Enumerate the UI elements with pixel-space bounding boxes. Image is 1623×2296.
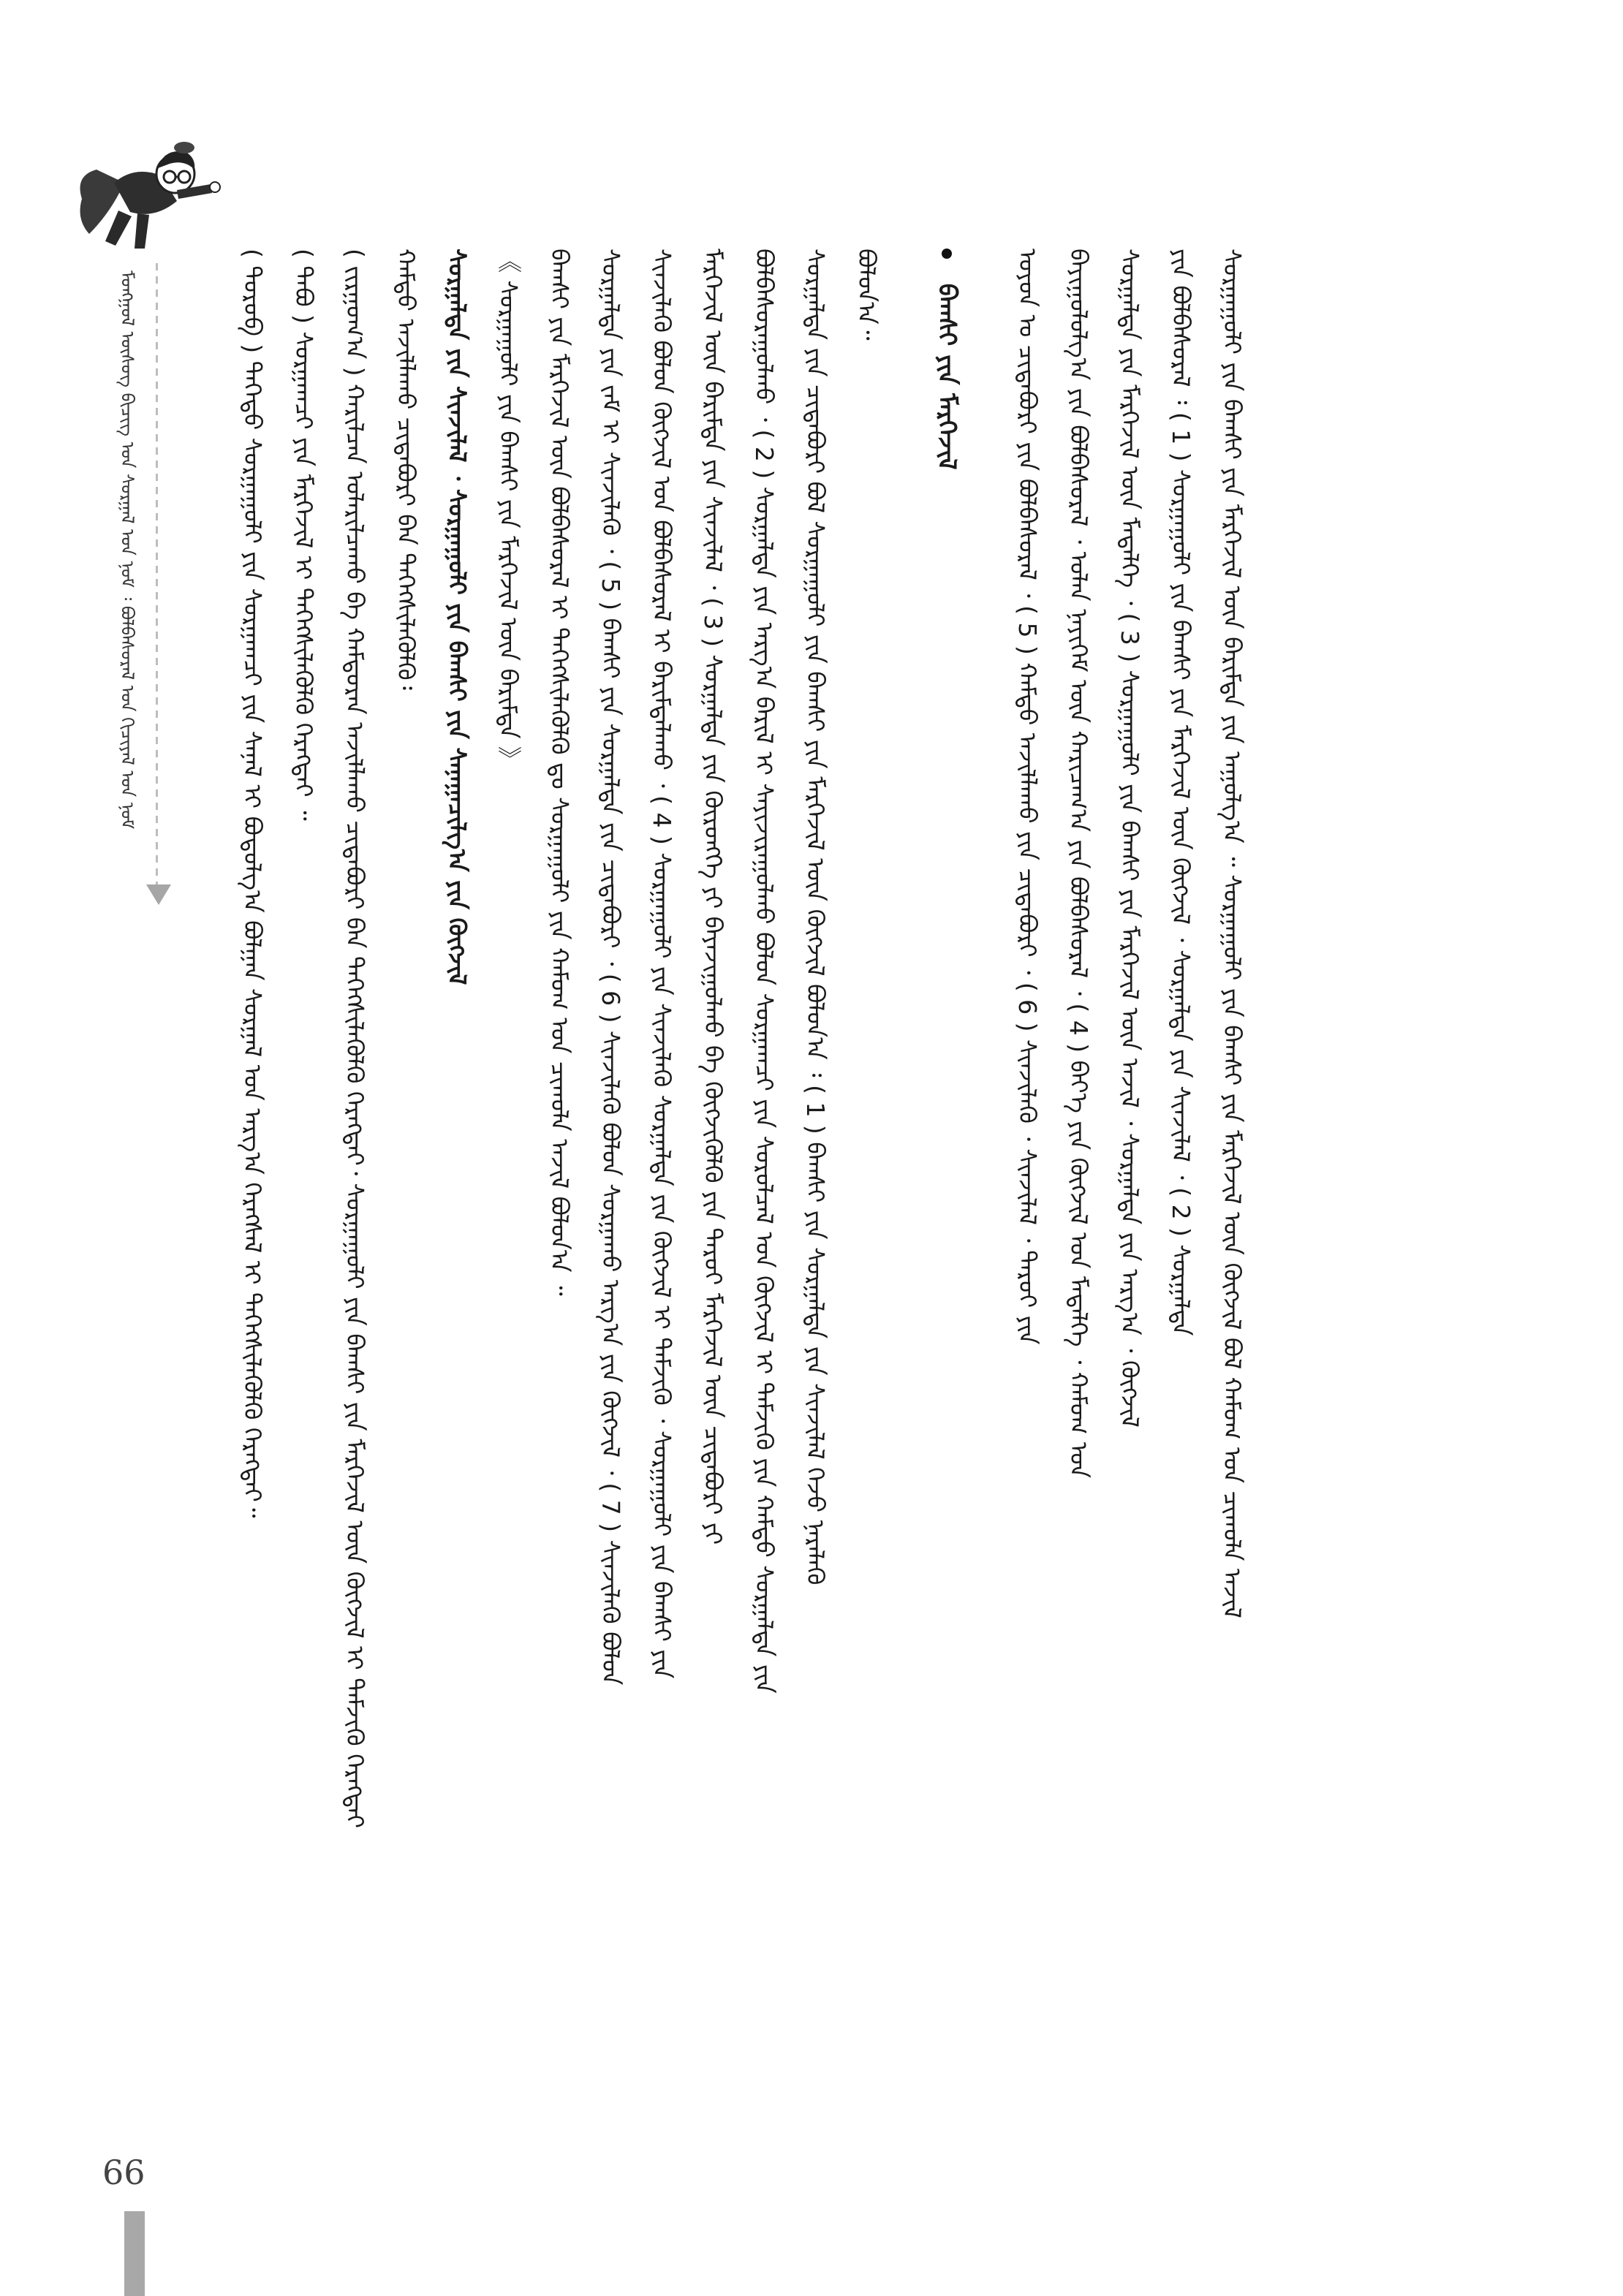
text-column-10: ᠮᠡᠷᠭᠡᠵᠢᠯ ᠦᠨ ᠪᠠᠷᠢᠮᠲᠠ ᠶᠢᠨ ᠰᠢᠨᠵᠢᠯᠡᠯ ᠂ ( 3 ) ᠰᠤᠷᠭᠠᠯᠲᠠ ᠶᠢᠨ ᠬᠥᠷᠥᠩᠭᠡ ᠶᠢ ᠪᠠᠶᠠᠵᠢᠭᠤᠯᠬᠤ ᠪᠠ ᠬᠥᠭᠵᠢᠭᠦᠯᠬᠦ ᠶᠢᠨ ᠳᠠᠷᠤᠢ ᠮᠡᠷᠭᠡᠵᠢᠯ ᠦᠨ ᠴᠢᠳᠠᠪᠤᠷᠢ ᠶᠢ [699, 249, 727, 1545]
page-number: 66 [102, 2153, 145, 2192]
section-heading-text: ᠪᠠᠭᠰᠢ ᠶᠢᠨ ᠮᠡᠷᠭᠡᠵᠢᠯ [932, 283, 961, 470]
page-edge-tab [124, 2211, 145, 2296]
text-column-4: ᠬᠠᠮᠲᠤ ᠠᠵᠢᠯᠯᠠᠬᠤ ᠴᠢᠳᠠᠪᠤᠷᠢ ᠪᠠᠨ ᠳᠡᠭᠡᠭᠰᠢᠯᠡᠭᠦᠯᠬᠦ᠄ [392, 249, 420, 690]
header-arrow-icon [146, 884, 171, 905]
text-column-13: ᠪᠣᠯᠤᠨ᠎ᠠ᠃ [852, 249, 881, 341]
bullet-icon [942, 249, 952, 259]
running-header [110, 270, 145, 921]
text-column-17: ᠶᠢᠨ ᠪᠣᠯᠪᠠᠰᠤᠷᠠᠯ ᠄ ( 1 ) ᠰᠤᠷᠭᠠᠭᠤᠯᠢ ᠶᠢᠨ ᠪᠠᠭᠰᠢ ᠶᠢᠨ ᠮᠡᠷᠭᠡᠵᠢᠯ ᠦᠨ ᠬᠥᠭᠵᠢᠯ ᠂ ᠰᠤᠷᠭᠠᠯᠲᠠ ᠶᠢᠨ ᠰᠢᠨᠵᠢᠯᠡᠯ ᠂ ( 2 ) ᠰᠤᠷᠭᠠᠯᠲᠠ [1167, 249, 1195, 1336]
section-heading [925, 249, 969, 470]
text-column-11: ᠪᠣᠯᠪᠠᠰᠤᠷᠠᠭᠤᠯᠬᠤ ᠂ ( 2 ) ᠰᠤᠷᠭᠠᠯᠲᠠ ᠶᠢᠨ ᠠᠷᠭ᠎ᠠ ᠪᠠᠷᠢᠯ ᠢ ᠰᠠᠶᠢᠵᠢᠷᠠᠭᠤᠯᠬᠤ ᠪᠣᠯᠤᠨ ᠰᠤᠷᠭᠠᠭᠴᠢ ᠶᠢᠨ ᠰᠤᠷᠤᠯᠴᠠᠯ ᠤᠨ ᠬᠥᠭᠵᠢᠯ ᠢ ᠳᠡᠮᠵᠢᠬᠦ ᠶᠢᠨ ᠬᠠᠮᠲᠤ ᠰᠤᠷᠭᠠᠯᠲᠠ ᠶᠢᠨ [750, 249, 779, 1694]
text-column-15: ᠪᠠᠶᠢᠭᠤᠯᠤᠯᠭ᠎ᠠ ᠶᠢᠨ ᠪᠣᠯᠪᠠᠰᠤᠷᠠᠯ ᠂ ᠣᠯᠠᠨ ᠨᠡᠶᠢᠭᠡᠮ ᠦᠨ ᠬᠠᠷᠢᠴᠠᠭ᠎ᠠ ᠶᠢᠨ ᠪᠣᠯᠪᠠᠰᠤᠷᠠᠯ ᠂ ( 4 ) ᠪᠡᠶ᠎ᠡ ᠶᠢᠨ ᠬᠥᠭᠵᠢᠯ ᠤᠨ ᠮᠡᠳᠡᠯᠭᠡ ᠂ ᠬᠠᠮᠤᠭ ᠤᠨ [1064, 249, 1093, 1479]
text-column-14: ᠣᠶᠤᠨ ᠤ ᠴᠢᠳᠠᠪᠤᠷᠢ ᠶᠢᠨ ᠪᠣᠯᠪᠠᠰᠤᠷᠠᠯ ᠂ ( 5 ) ᠬᠠᠮᠲᠤ ᠠᠵᠢᠯᠯᠠᠬᠤ ᠶᠢᠨ ᠴᠢᠳᠠᠪᠤᠷᠢ ᠂ ( 6 ) ᠰᠢᠨᠵᠢᠯᠡᠬᠦ ᠂ ᠰᠢᠨᠵᠢᠯᠡᠯ ᠂ ᠳᠠᠷᠤᠢ ᠶᠢᠨ [1013, 249, 1042, 1345]
text-column-1: ᠎( ᠳᠤᠷᠤᠪ ) ᠳᠡᠭᠡᠳᠦ ᠰᠤᠷᠭᠠᠭᠤᠯᠢ ᠶᠢᠨ ᠰᠤᠷᠭᠠᠭᠴᠢ ᠶᠢᠨ ᠰᠠᠨᠠᠯ ᠢ ᠪᠣᠳᠣᠯᠭ᠎ᠠ ᠪᠣᠯᠭᠠᠨ ᠰᠤᠷᠭᠠᠯ ᠤᠨ ᠠᠷᠭ᠎ᠠ ᠬᠡᠷᠡᠭᠰᠡᠯ ᠢ ᠳᠡᠭᠡᠭᠰᠢᠯᠡᠭᠦᠯᠬᠦ ᠬᠡᠷᠡᠭᠲᠡᠢ᠃ [238, 249, 267, 1518]
text-column-9: ᠰᠢᠨᠵᠢᠯᠡᠬᠦ ᠪᠣᠯᠤᠨ ᠬᠥᠭᠵᠢᠯ ᠤᠨ ᠪᠣᠯᠪᠠᠰᠤᠷᠠᠯ ᠢ ᠪᠠᠷᠢᠮᠲᠠᠯᠠᠬᠤ ᠂ ( 4 ) ᠰᠤᠷᠭᠠᠭᠤᠯᠢ ᠶᠢᠨ ᠰᠢᠨᠵᠢᠯᠡᠬᠦ ᠰᠤᠷᠭᠠᠯᠲᠠ ᠶᠢᠨ ᠬᠥᠭᠵᠢᠯ ᠢ ᠳᠡᠮᠵᠢᠬᠦ ᠂ ᠰᠤᠷᠭᠠᠭᠤᠯᠢ ᠶᠢᠨ ᠪᠠᠭᠰᠢ ᠶᠢᠨ [648, 249, 676, 1679]
running-title: ᠮᠣᠩᠭᠣᠯ ᠦᠰᠦᠭ ᠪᠢᠴᠢᠭ ᠤᠨ ᠰᠤᠷᠭᠠᠯ ᠤᠨ ᠨᠣᠮ ᠄ ᠪᠣᠯᠪᠠᠰᠤᠷᠠᠯ ᠤᠨ ᠬᠢᠴᠢᠶᠡᠯ ᠤᠨ ᠨᠣᠮ [117, 270, 137, 830]
text-column-12: ᠰᠤᠷᠭᠠᠯᠲᠠ ᠶᠢᠨ ᠴᠢᠳᠠᠪᠤᠷᠢ ᠪᠣᠯ ᠰᠤᠷᠭᠠᠭᠤᠯᠢ ᠶᠢᠨ ᠪᠠᠭᠰᠢ ᠶᠢᠨ ᠮᠡᠷᠭᠡᠵᠢᠯ ᠦᠨ ᠬᠥᠭᠵᠢᠯ ᠪᠣᠯᠤᠨ᠎ᠠ ᠄ ( 1 ) ᠪᠠᠭᠰᠢ ᠶᠢᠨ ᠰᠤᠷᠭᠠᠯᠲᠠ ᠶᠢᠨ ᠰᠢᠨᠵᠢᠯᠡᠯ ᠭᠡᠵᠦ ᠨᠡᠷᠡᠯᠡᠬᠦ [801, 249, 830, 1585]
text-column-7: ᠪᠠᠭᠰᠢ ᠶᠢᠨ ᠮᠡᠷᠭᠡᠵᠢᠯ ᠦᠨ ᠪᠣᠯᠪᠠᠰᠤᠷᠠᠯ ᠢ ᠳᠡᠭᠡᠭᠰᠢᠯᠡᠭᠦᠯᠬᠦ ᠳᠤ ᠰᠤᠷᠭᠠᠭᠤᠯᠢ ᠶᠢᠨ ᠬᠠᠮᠤᠭ ᠤᠨ ᠴᠢᠬᠤᠯᠠ ᠠᠵᠢᠯ ᠪᠣᠯᠤᠨ᠎ᠠ ᠃ [545, 249, 574, 1296]
text-column-18: ᠰᠤᠷᠭᠠᠭᠤᠯᠢ ᠶᠢᠨ ᠪᠠᠭᠰᠢ ᠶᠢᠨ ᠮᠡᠷᠭᠡᠵᠢᠯ ᠦᠨ ᠪᠠᠷᠢᠮᠲᠠ ᠶᠢᠨ ᠠᠭᠤᠯᠭ᠎ᠠ ᠃ ᠰᠤᠷᠭᠠᠭᠤᠯᠢ ᠶᠢᠨ ᠪᠠᠭᠰᠢ ᠶᠢᠨ ᠮᠡᠷᠭᠡᠵᠢᠯ ᠦᠨ ᠬᠥᠭᠵᠢᠯ ᠪᠣᠯ ᠬᠠᠮᠤᠭ ᠤᠨ ᠴᠢᠬᠤᠯᠠ ᠠᠵᠢᠯ [1218, 249, 1246, 1618]
header-dashed-rule [156, 263, 158, 884]
text-column-2: ᠎( ᠲᠠᠪᠤ ) ᠰᠤᠷᠭᠠᠭᠴᠢ ᠶᠢᠨ ᠮᠡᠷᠭᠡᠵᠢᠯ ᠢ ᠳᠡᠭᠡᠭᠰᠢᠯᠡᠭᠦᠯᠬᠦ ᠬᠡᠷᠡᠭᠲᠡᠢ ᠃ [290, 249, 318, 821]
text-column-8: ᠰᠤᠷᠭᠠᠯᠲᠠ ᠶᠢᠨ ᠵᠠᠮ ᠢ ᠰᠢᠨᠵᠢᠯᠡᠬᠦ ᠂ ( 5 ) ᠪᠠᠭᠰᠢ ᠶᠢᠨ ᠰᠤᠷᠭᠠᠯᠲᠠ ᠶᠢᠨ ᠴᠢᠳᠠᠪᠤᠷᠢ ᠂ ( 6 ) ᠰᠢᠨᠵᠢᠯᠡᠬᠦ ᠪᠣᠯᠤᠨ ᠰᠤᠷᠭᠠᠬᠤ ᠠᠷᠭ᠎ᠠ ᠶᠢᠨ ᠬᠥᠭᠵᠢᠯ ᠂ ( 7 ) ᠰᠢᠨᠵᠢᠯᠡᠬᠦ ᠪᠣᠯᠤᠨ [597, 249, 625, 1686]
text-column-3: ᠎( ᠵᠢᠷᠭᠤᠭ᠎ᠠ ) ᠬᠠᠷᠢᠯᠴᠠᠨ ᠤᠯᠠᠷᠢᠯᠴᠠᠬᠤ ᠪᠠ ᠬᠠᠮᠲᠤᠷᠠᠨ ᠠᠵᠢᠯᠯᠠᠬᠤ ᠴᠢᠳᠠᠪᠤᠷᠢ ᠪᠡᠨ ᠳᠡᠭᠡᠭᠰᠢᠯᠡᠭᠦᠯᠬᠦ ᠬᠡᠷᠡᠭᠲᠡᠢ᠂ ᠰᠤᠷᠭᠠᠭᠤᠯᠢ ᠶᠢᠨ ᠪᠠᠭᠰᠢ ᠶᠢᠨ ᠮᠡᠷᠭᠡᠵᠢᠯ ᠦᠨ ᠬᠥᠭᠵᠢᠯ ᠢ ᠳᠡᠮᠵᠢᠬᠦ ᠬᠡᠷᠡᠭᠲᠡᠢ [341, 249, 369, 1829]
text-column-16: ᠰᠤᠷᠭᠠᠯᠲᠠ ᠶᠢᠨ ᠮᠡᠷᠭᠡᠵᠢᠯ ᠦᠨ ᠮᠡᠳᠡᠯᠭᠡ ᠂ ( 3 ) ᠰᠤᠷᠭᠠᠭᠤᠯᠢ ᠶᠢᠨ ᠪᠠᠭᠰᠢ ᠶᠢᠨ ᠮᠡᠷᠭᠡᠵᠢᠯ ᠦᠨ ᠠᠵᠢᠯ ᠂ ᠰᠤᠷᠭᠠᠯᠲᠠ ᠶᠢᠨ ᠠᠷᠭ᠎ᠠ ᠂ ᠬᠥᠭᠵᠢᠯ [1116, 249, 1144, 1428]
student-mascot-illustration [67, 132, 228, 270]
text-column-6: 《 ᠰᠤᠷᠭᠠᠭᠤᠯᠢ ᠶᠢᠨ ᠪᠠᠭᠰᠢ ᠶᠢᠨ ᠮᠡᠷᠭᠡᠵᠢᠯ ᠦᠨ ᠪᠠᠷᠢᠮᠲᠠ 》 [494, 249, 523, 771]
text-column-5: ᠰᠤᠷᠭᠠᠯᠲᠠ ᠶᠢᠨ ᠰᠢᠨᠵᠢᠯᠡᠯ ᠂ ᠰᠤᠷᠭᠠᠭᠤᠯᠢ ᠶᠢᠨ ᠪᠠᠭᠰᠢ ᠶᠢᠨ ᠰᠠᠨᠠᠭᠠᠴᠢᠯᠭ᠎ᠠ ᠶᠢᠨ ᠬᠥᠭᠵᠢᠯ [443, 249, 472, 985]
